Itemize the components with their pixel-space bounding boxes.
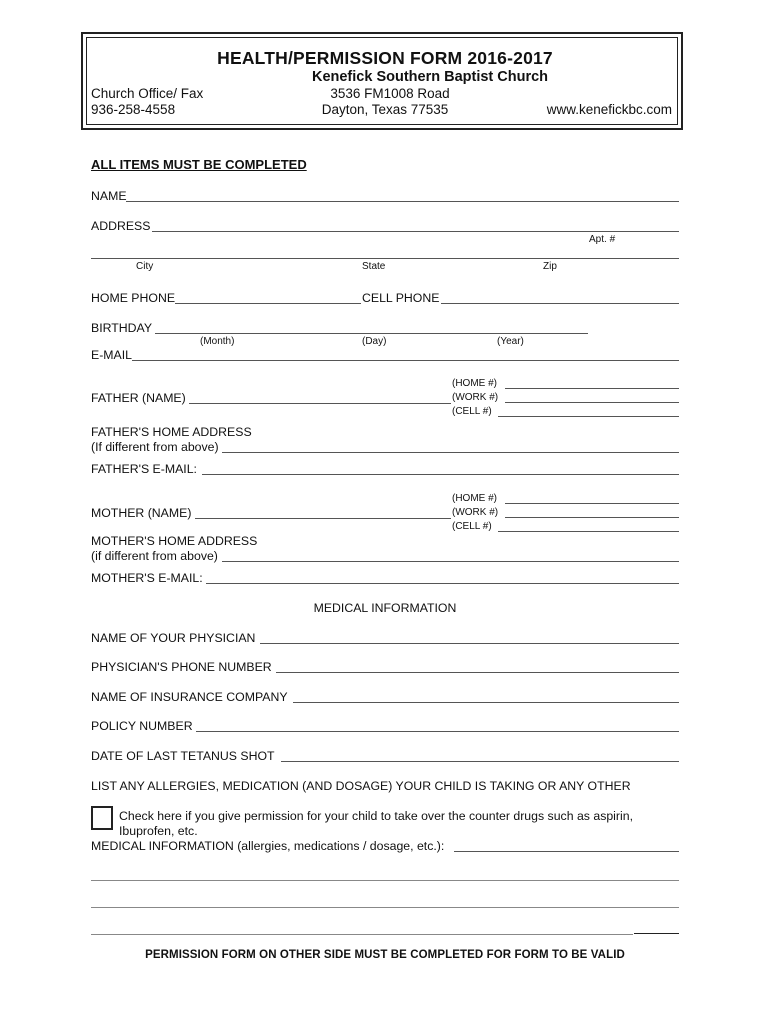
permission-text-line2: Ibuprofen, etc. [119, 824, 198, 838]
father-work-num-label: (WORK #) [452, 392, 499, 403]
father-address-note: (If different from above) [91, 440, 219, 454]
mother-home-num-label: (HOME #) [452, 493, 497, 504]
home-phone-field[interactable] [175, 303, 361, 304]
otc-permission-checkbox[interactable] [91, 806, 113, 830]
medical-info-field[interactable] [454, 851, 679, 852]
father-name-label: FATHER (NAME) [91, 391, 186, 405]
medical-info-line-4-end [634, 933, 679, 934]
insurance-field[interactable] [293, 702, 679, 703]
birthday-label: BIRTHDAY [91, 321, 153, 335]
city-label: City [136, 261, 154, 272]
church-name: Kenefick Southern Baptist Church [311, 69, 549, 85]
church-city-state-zip: Dayton, Texas 77535 [321, 102, 449, 117]
mother-address-label: MOTHER'S HOME ADDRESS [91, 534, 258, 548]
city-state-zip-field[interactable] [91, 258, 679, 259]
physician-field[interactable] [260, 643, 679, 644]
father-address-label: FATHER'S HOME ADDRESS [91, 425, 252, 439]
state-label: State [362, 261, 386, 272]
mother-email-field[interactable] [206, 583, 679, 584]
name-field[interactable] [126, 201, 679, 202]
form-title: HEALTH/PERMISSION FORM 2016-2017 [217, 48, 553, 68]
zip-label: Zip [543, 261, 557, 272]
church-website[interactable]: www.kenefickbc.com [546, 102, 672, 117]
father-email-label: FATHER'S E-MAIL: [91, 462, 197, 476]
cell-phone-field[interactable] [441, 303, 679, 304]
physician-phone-field[interactable] [276, 672, 679, 673]
permission-text-line1: Check here if you give permission for your child to take over the counter drugs such as aspirin, [119, 809, 633, 823]
email-label: E-MAIL [91, 348, 132, 362]
mother-email-label: MOTHER'S E-MAIL: [91, 571, 203, 585]
policy-field[interactable] [196, 731, 679, 732]
office-label: Church Office/ Fax [91, 86, 204, 101]
tetanus-label: DATE OF LAST TETANUS SHOT [91, 749, 275, 763]
footer-notice: PERMISSION FORM ON OTHER SIDE MUST BE COMPLETED FOR FORM TO BE VALID [145, 949, 625, 961]
name-label: NAME [91, 189, 127, 203]
medical-heading: MEDICAL INFORMATION [313, 601, 457, 615]
allergies-label: LIST ANY ALLERGIES, MEDICATION (AND DOSAGE) YOUR CHILD IS TAKING OR ANY OTHER [91, 779, 631, 793]
policy-label: POLICY NUMBER [91, 719, 193, 733]
home-phone-label: HOME PHONE [91, 291, 176, 305]
mother-name-field[interactable] [195, 518, 451, 519]
father-work-num-field[interactable] [505, 402, 679, 403]
father-email-field[interactable] [202, 474, 679, 475]
cell-phone-label: CELL PHONE [362, 291, 440, 305]
father-home-num-label: (HOME #) [452, 378, 497, 389]
physician-label: NAME OF YOUR PHYSICIAN [91, 631, 256, 645]
month-label: (Month) [200, 336, 235, 347]
mother-cell-num-label: (CELL #) [452, 521, 492, 532]
address-field[interactable] [152, 231, 679, 232]
church-street: 3536 FM1008 Road [330, 86, 450, 101]
year-label: (Year) [497, 336, 524, 347]
medical-info-line-4[interactable] [91, 934, 633, 935]
mother-work-num-label: (WORK #) [452, 507, 499, 518]
completion-notice: ALL ITEMS MUST BE COMPLETED [91, 157, 307, 172]
father-cell-num-field[interactable] [498, 416, 679, 417]
father-name-field[interactable] [189, 403, 451, 404]
mother-cell-num-field[interactable] [498, 531, 679, 532]
mother-name-label: MOTHER (NAME) [91, 506, 192, 520]
mother-address-field[interactable] [222, 561, 679, 562]
address-label: ADDRESS [91, 219, 151, 233]
day-label: (Day) [362, 336, 387, 347]
office-phone: 936-258-4558 [91, 102, 176, 117]
birthday-field[interactable] [155, 333, 588, 334]
email-field[interactable] [132, 360, 679, 361]
apt-label: Apt. # [589, 234, 616, 245]
medical-info-line-3[interactable] [91, 907, 679, 908]
father-home-num-field[interactable] [505, 388, 679, 389]
father-cell-num-label: (CELL #) [452, 406, 492, 417]
insurance-label: NAME OF INSURANCE COMPANY [91, 690, 288, 704]
mother-work-num-field[interactable] [505, 517, 679, 518]
mother-home-num-field[interactable] [505, 503, 679, 504]
tetanus-field[interactable] [281, 761, 679, 762]
father-address-field[interactable] [222, 452, 679, 453]
medical-info-label: MEDICAL INFORMATION (allergies, medications / dosage, etc.): [91, 839, 445, 853]
mother-address-note: (if different from above) [91, 549, 218, 563]
physician-phone-label: PHYSICIAN'S PHONE NUMBER [91, 660, 272, 674]
medical-info-line-2[interactable] [91, 880, 679, 881]
